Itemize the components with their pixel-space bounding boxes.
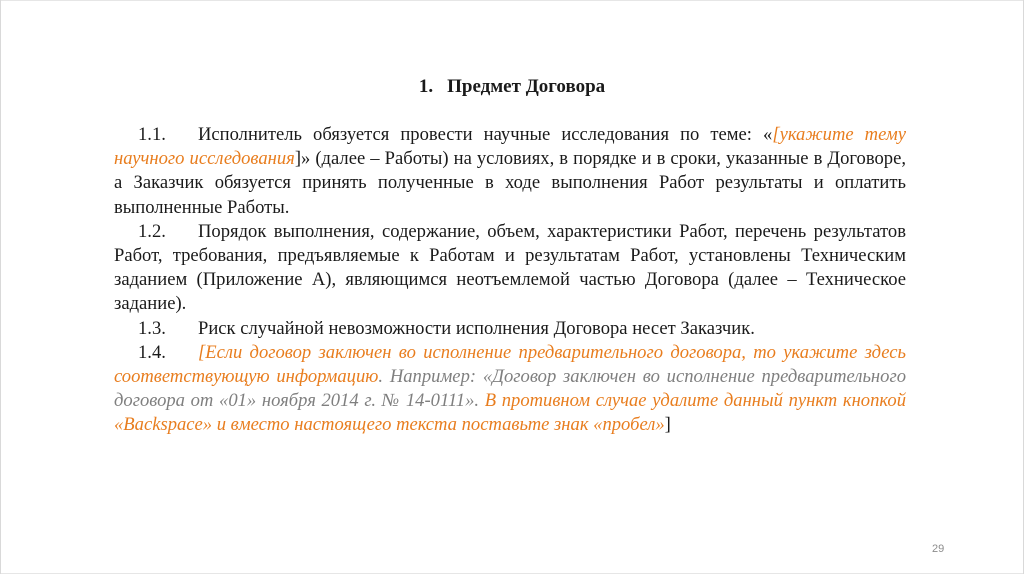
slide-border-top [0,0,1024,1]
contract-text [114,123,906,438]
clause-1-2 [114,220,906,317]
placeholder-instruction: В противном случае удалите данный пункт кнопкой «Backspace» и вместо настоящего текста поставьте знак «пробел» [114,390,906,436]
example-text: . Например: «Договор заключен во исполнение предварительного договора от «01» ноября 2014 г. № 14-0111». [114,366,906,412]
clause-number: 1.4. [138,341,166,363]
clause-text: ] [664,414,671,436]
clause-text: Порядок выполнения, содержание, объем, характеристики Работ, перечень результатов Работ, требования, предъявляемые к Работам и результатам Работ, установлены Техническим заданием (Приложение А), являющимся неотъемлемой частью Договора (далее – Техническое задание). [114,220,906,315]
placeholder-instruction: [укажите тему научного исследования [114,124,907,170]
section-number: 1. [418,76,434,97]
section-title: Предмет Договора [447,76,606,97]
clause-1-1 [114,123,906,220]
clause-1-4 [114,341,906,438]
clause-text: Исполнитель обязуется провести научные исследования по теме: « [198,124,773,145]
page-number: 29 [932,543,945,555]
clause-number: 1.2. [138,220,166,242]
section-heading [0,76,1024,98]
placeholder-instruction: [Если договор заключен во исполнение предварительного договора, то укажите здесь соответствующую информацию [114,341,906,388]
clause-text: Риск случайной невозможности исполнения Договора несет Заказчик. [198,317,755,339]
clause-number: 1.1. [138,124,166,145]
clause-1-3 [114,317,906,341]
clause-number: 1.3. [138,317,166,339]
clause-text: ]» (далее – Работы) на условиях, в порядке и в сроки, указанные в Договоре, а Заказчик обязуется принять полученные в ходе выполнения Работ результаты и оплатить выполненные Работы. [114,148,907,218]
